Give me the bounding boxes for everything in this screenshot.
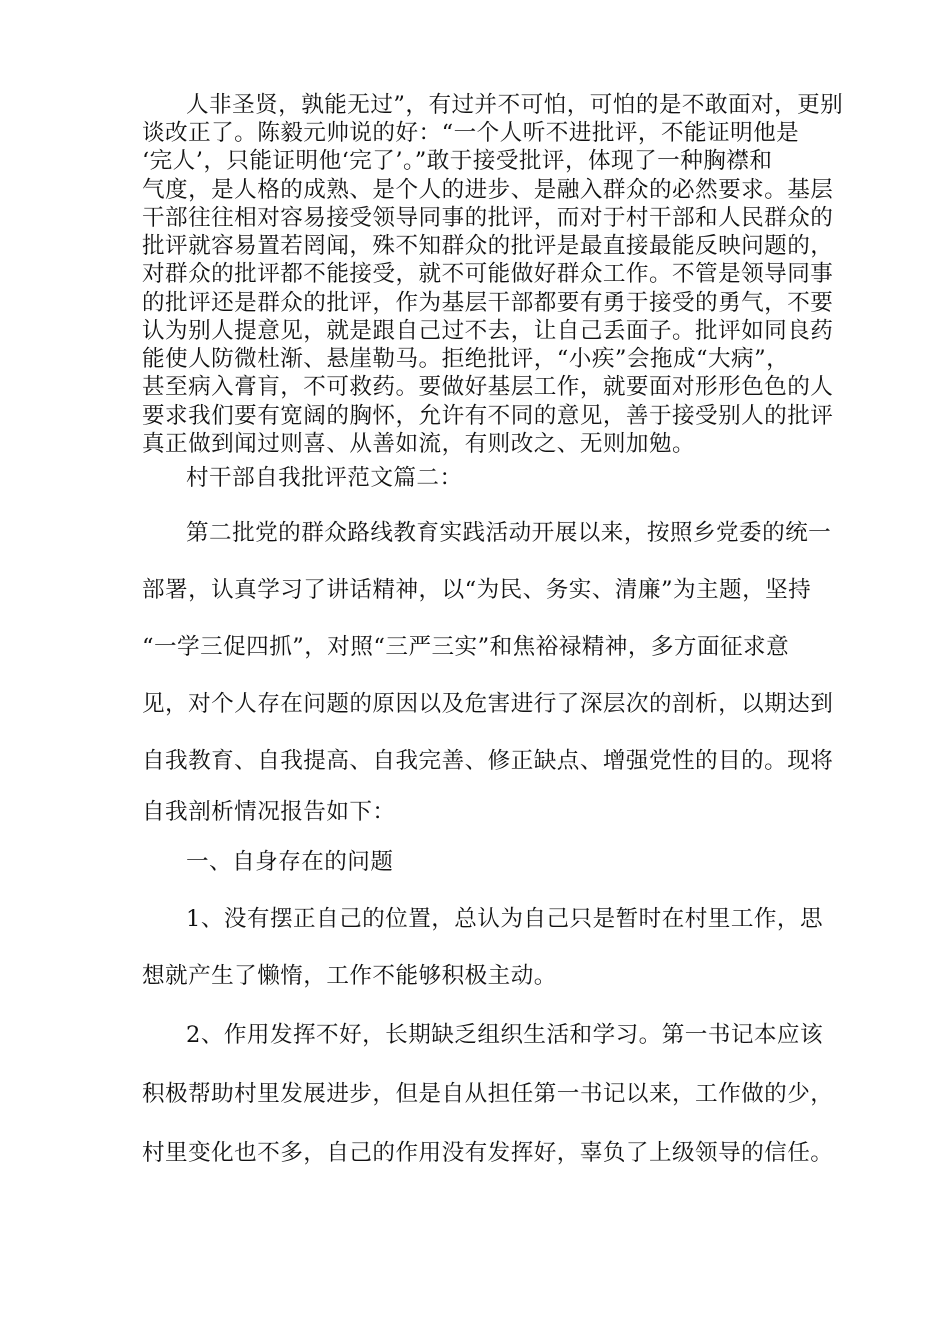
- text-line: 部署，认真学习了讲话精神，以“为民、务实、清廉”为主题，坚持: [142, 577, 812, 603]
- text-line: “一学三促四抓”，对照“三严三实”和焦裕禄精神，多方面征求意: [142, 634, 790, 660]
- text-line: 见，对个人存在问题的原因以及危害进行了深层次的剖析，以期达到: [142, 691, 834, 717]
- text-line: 甚至病入膏肓，不可救药。要做好基层工作，就要面对形形色色的人: [142, 374, 834, 400]
- text-line: ‘完人’，只能证明他‘完了’。”敢于接受批评，体现了一种胸襟和: [142, 148, 773, 174]
- text-line: 的批评还是群众的批评，作为基层干部都要有勇于接受的勇气，不要: [142, 290, 834, 316]
- text-line: 自我教育、自我提高、自我完善、修正缺点、增强党性的目的。现将: [142, 748, 834, 774]
- text-line: 认为别人提意见，就是跟自己过不去，让自己丢面子。批评如同良药: [142, 318, 834, 344]
- text-line: 对群众的批评都不能接受，就不可能做好群众工作。不管是领导同事: [142, 261, 834, 287]
- text-line: 2、作用发挥不好，长期缺乏组织生活和学习。第一书记本应该: [186, 1022, 824, 1048]
- text-line: 1、没有摆正自己的位置，总认为自己只是暂时在村里工作，思: [186, 906, 824, 932]
- subheading-problems: 一、自身存在的问题: [186, 849, 394, 875]
- text-line: 干部往往相对容易接受领导同事的批评，而对于村干部和人民群众的: [142, 205, 834, 231]
- text-line: 能使人防微杜渐、悬崖勒马。拒绝批评，“小疾”会拖成“大病”，: [142, 346, 790, 372]
- text-line: 真正做到闻过则喜、从善如流，有则改之、无则加勉。: [142, 431, 696, 457]
- text-line: 村里变化也不多，自己的作用没有发挥好，辜负了上级领导的信任。: [142, 1140, 834, 1166]
- text-line: 第二批党的群众路线教育实践活动开展以来，按照乡党委的统一: [186, 520, 832, 546]
- text-line: 谈改正了。陈毅元帅说的好：“一个人听不进批评，不能证明他是: [142, 120, 800, 146]
- text-line: 人非圣贤，孰能无过”，有过并不可怕，可怕的是不敢面对，更别: [186, 92, 844, 118]
- text-line: 要求我们要有宽阔的胸怀，允许有不同的意见，善于接受别人的批评: [142, 403, 834, 429]
- text-line: 气度，是人格的成熟、是个人的进步、是融入群众的必然要求。基层: [142, 177, 834, 203]
- text-line: 批评就容易置若罔闻，殊不知群众的批评是最直接最能反映问题的，: [142, 233, 834, 259]
- text-line: 自我剖析情况报告如下：: [142, 799, 396, 825]
- text-line: 积极帮助村里发展进步，但是自从担任第一书记以来，工作做的少，: [142, 1081, 834, 1107]
- text-line: 想就产生了懒惰，工作不能够积极主动。: [142, 963, 557, 989]
- section-heading: 村干部自我批评范文篇二：: [186, 465, 463, 491]
